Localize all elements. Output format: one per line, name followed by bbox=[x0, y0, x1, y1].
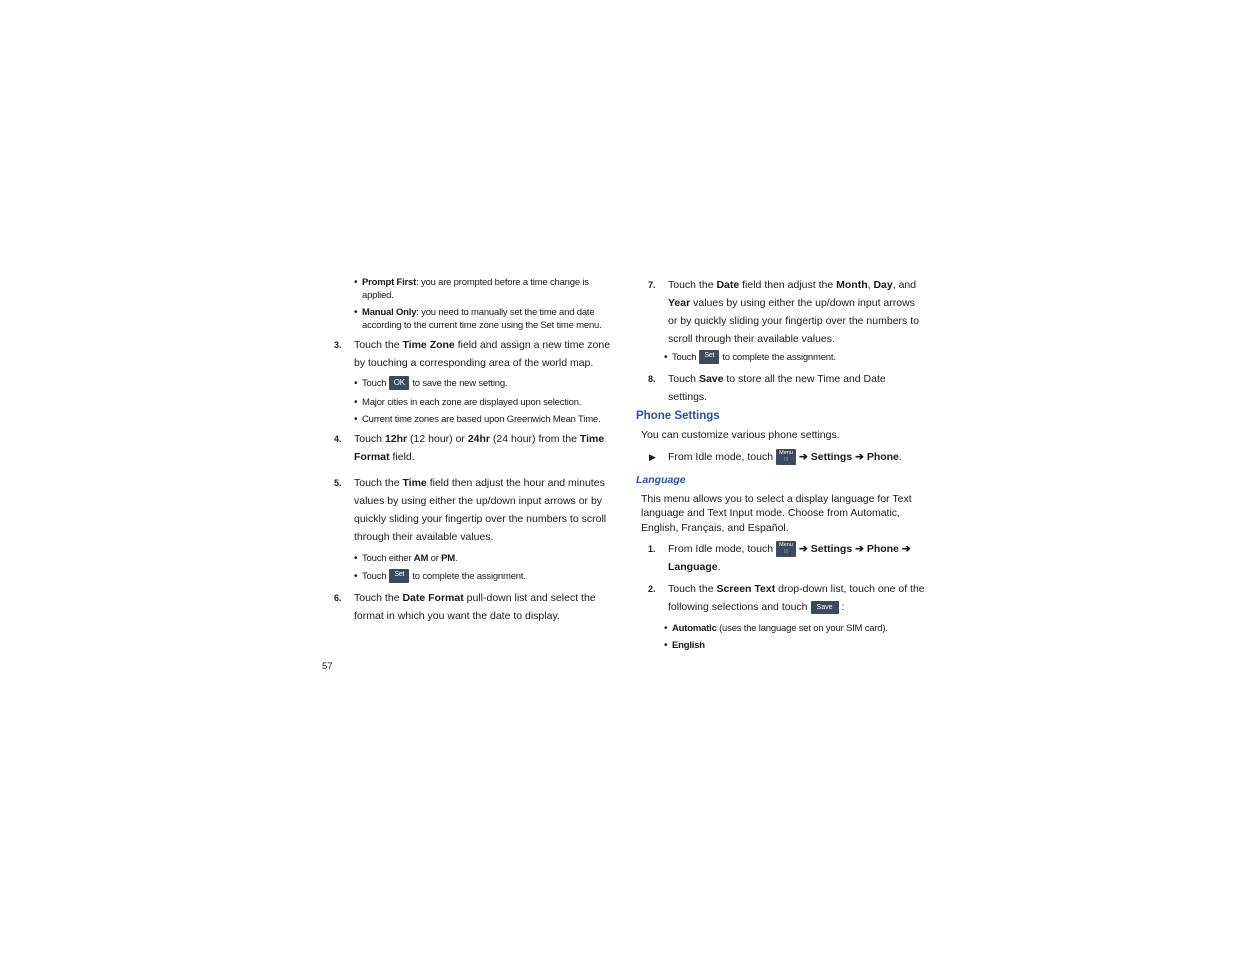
subsection-title-language: Language bbox=[636, 473, 686, 486]
step-3: 3. Touch the Time Zone field and assign a new time zone by touching a corresponding area of the world map. bbox=[332, 336, 614, 372]
language-step-2: 2. Touch the Screen Text drop-down list, touch one of the following selections and touch Save : bbox=[634, 580, 926, 616]
menu-button-icon: Menu ⁞⁞⁞ bbox=[776, 449, 796, 465]
step-number: 3. bbox=[334, 340, 342, 350]
menu-button-icon: Menu ⁞⁞⁞ bbox=[776, 541, 796, 557]
right-column bbox=[634, 276, 926, 656]
step-8: 8. Touch Save to store all the new Time and Date settings. bbox=[634, 370, 926, 406]
bullet-touch-ok: • Touch OK to save the new setting. bbox=[332, 376, 614, 392]
step-number: 7. bbox=[648, 280, 656, 290]
step-4: 4. Touch 12hr (12 hour) or 24hr (24 hour) from the Time Format field. bbox=[332, 430, 614, 466]
bullet-am-pm: • Touch either AM or PM. bbox=[332, 552, 614, 565]
section-title-phone-settings: Phone Settings bbox=[636, 410, 720, 422]
phone-settings-path: ▶ From Idle mode, touch Menu ⁞⁞⁞ ➔ Settings ➔ Phone. bbox=[634, 448, 926, 466]
grid-icon: ⁞⁞⁞ bbox=[783, 549, 789, 556]
step-number: 6. bbox=[334, 593, 342, 603]
step-6: 6. Touch the Date Format pull-down list and select the format in which you want the date to display. bbox=[332, 589, 614, 625]
bullet-major-cities: • Major cities in each zone are displayed upon selection. bbox=[332, 396, 614, 409]
bullet-current-time-zones: • Current time zones are based upon Greenwich Mean Time. bbox=[332, 413, 614, 426]
phone-settings-intro: You can customize various phone settings. bbox=[641, 429, 840, 441]
language-intro: This menu allows you to select a display language for Text language and Text Input mode. Choose from Automatic, English, Français, and Español. bbox=[641, 492, 912, 534]
save-button-icon: Save bbox=[811, 601, 839, 614]
page-number: 57 bbox=[322, 661, 333, 672]
left-column bbox=[332, 276, 614, 629]
step-number: 5. bbox=[334, 478, 342, 488]
grid-icon: ⁞⁞⁞ bbox=[783, 456, 789, 463]
step-number: 8. bbox=[648, 374, 656, 384]
step-7: 7. Touch the Date field then adjust the Month, Day, and Year values by using either the up/down input arrows or by quickly sliding your fingertip over the numbers to scroll through their available values. bbox=[634, 276, 926, 348]
step-number: 1. bbox=[648, 544, 656, 554]
bullet-touch-set: • Touch Set to complete the assignment. bbox=[332, 569, 614, 585]
step-5: 5. Touch the Time field then adjust the hour and minutes values by using either the up/down input arrows or by quickly sliding your fingertip over the numbers to scroll through their available values. bbox=[332, 474, 614, 546]
bullet-touch-set: • Touch Set to complete the assignment. bbox=[634, 350, 926, 366]
language-step-1: 1. From Idle mode, touch Menu ⁞⁞⁞ ➔ Settings ➔ Phone ➔ Language. bbox=[634, 540, 926, 576]
option-english: • English bbox=[634, 639, 926, 652]
bullet-manual-only: • Manual Only: you need to manually set the time and date according to the current time zone using the Set time menu. bbox=[332, 306, 614, 332]
set-button-icon: Set bbox=[389, 569, 409, 583]
set-button-icon: Set bbox=[699, 350, 719, 364]
option-automatic: • Automatic (uses the language set on your SIM card). bbox=[634, 622, 926, 635]
ok-button-icon: OK bbox=[389, 376, 409, 390]
step-number: 4. bbox=[334, 434, 342, 444]
play-arrow-icon: ▶ bbox=[649, 451, 656, 462]
step-number: 2. bbox=[648, 584, 656, 594]
bullet-prompt-first: • Prompt First: you are prompted before a time change is applied. bbox=[332, 276, 614, 302]
